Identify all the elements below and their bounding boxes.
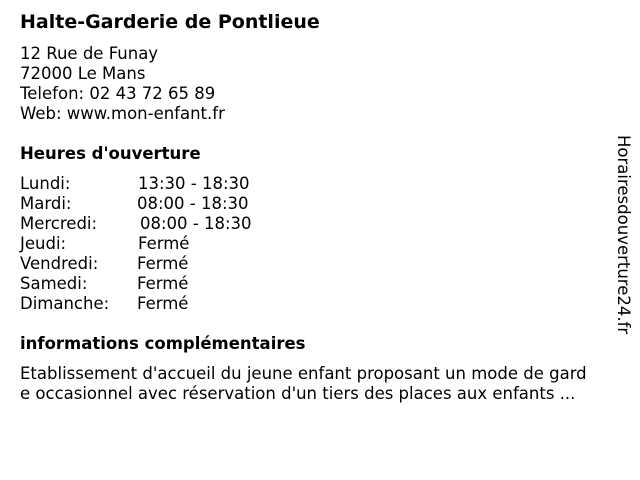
hours-time: 08:00 - 18:30: [140, 214, 252, 233]
hours-day: Dimanche:: [20, 294, 110, 313]
info-line: e occasionnel avec réservation d'un tiers des places aux enfants ...: [20, 384, 576, 403]
address-web: Web: www.mon-enfant.fr: [20, 104, 225, 123]
hours-day: Vendredi:: [20, 254, 99, 273]
address-city: 72000 Le Mans: [20, 64, 146, 83]
info-line: Etablissement d'accueil du jeune enfant proposant un mode de gard: [20, 364, 587, 383]
hours-day: Mardi:: [20, 194, 72, 213]
info-heading: informations complémentaires: [20, 334, 306, 353]
hours-time: Fermé: [137, 294, 189, 313]
hours-day: Jeudi:: [20, 234, 67, 253]
hours-day: Samedi:: [20, 274, 88, 293]
address-street: 12 Rue de Funay: [20, 44, 159, 63]
hours-time: 08:00 - 18:30: [137, 194, 249, 213]
info-description: [20, 364, 610, 404]
address-block: [20, 44, 225, 124]
page-title: Halte-Garderie de Pontlieue: [20, 11, 320, 33]
hours-time: Fermé: [138, 234, 190, 253]
site-watermark-text: Horairesdouverture24.fr: [614, 135, 633, 335]
hours-day: Mercredi:: [20, 214, 98, 233]
address-phone: Telefon: 02 43 72 65 89: [20, 84, 216, 103]
hours-heading: Heures d'ouverture: [20, 144, 201, 163]
hours-time: Fermé: [137, 254, 189, 273]
hours-day: Lundi:: [20, 174, 71, 193]
hours-time: 13:30 - 18:30: [138, 174, 250, 193]
hours-time: Fermé: [137, 274, 189, 293]
